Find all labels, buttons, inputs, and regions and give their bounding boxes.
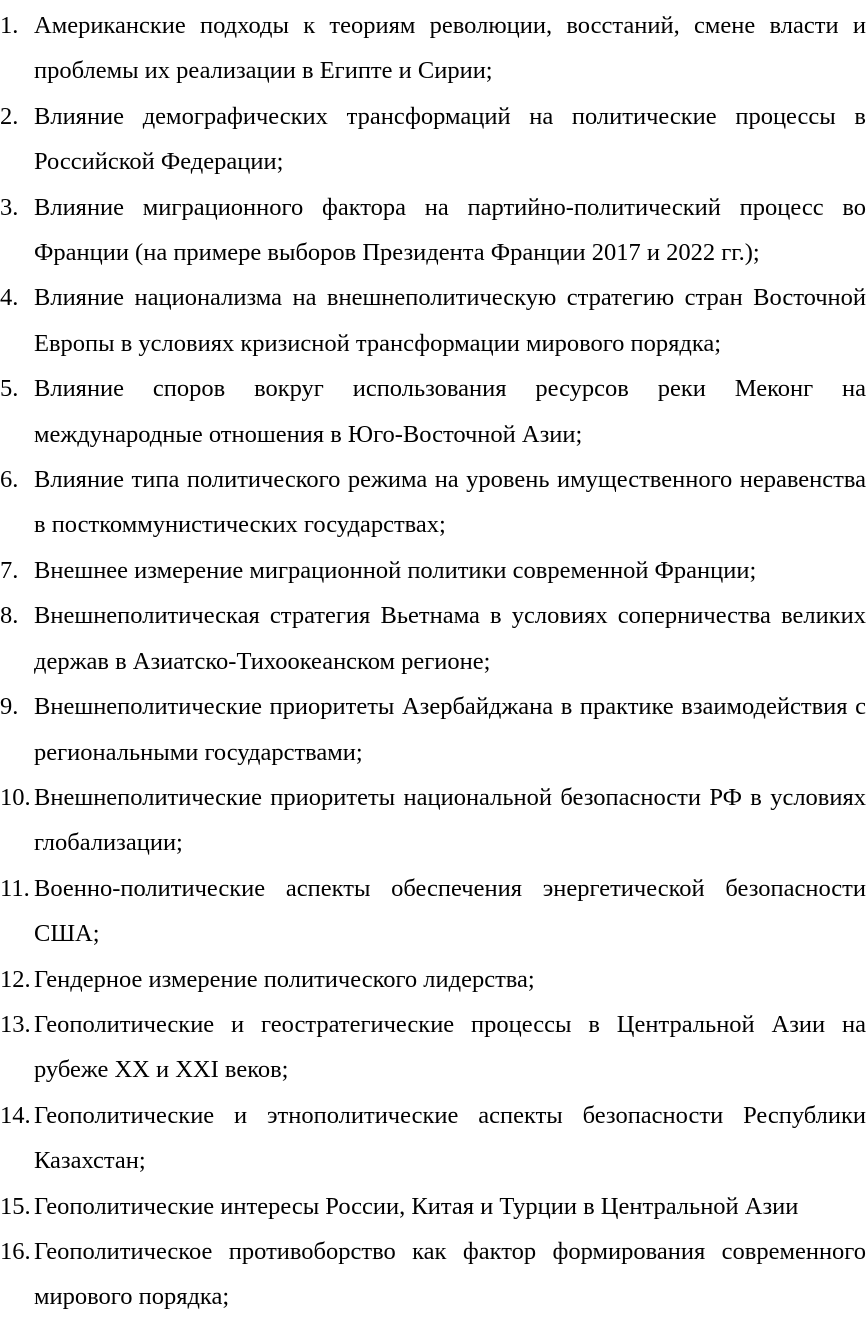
item-text: Военно-политические аспекты обеспечения энергетической безопасности США; <box>34 874 866 948</box>
item-number: 9. <box>0 693 19 721</box>
item-number: 8. <box>0 602 19 630</box>
list-item <box>0 366 866 457</box>
item-number: 2. <box>0 102 19 130</box>
item-number: 11. <box>0 874 30 902</box>
item-number: 6. <box>0 466 19 494</box>
item-text: Влияние миграционного фактора на партийно-политический процесс во Франции (на примере выборов Президента Франции 2017 и 2022 гг.); <box>34 193 866 267</box>
list-item <box>0 957 866 1002</box>
list-item <box>0 1002 866 1093</box>
item-number: 7. <box>0 556 19 584</box>
item-text: Влияние национализма на внешнеполитическую стратегию стран Восточной Европы в условиях кризисной трансформации мирового порядка; <box>34 284 866 357</box>
list-item <box>0 1093 866 1184</box>
item-text: Влияние споров вокруг использования ресурсов реки Меконг на международные отношения в Юго-Восточной Азии; <box>34 375 866 448</box>
item-number: 3. <box>0 193 19 221</box>
item-number: 14. <box>0 1101 31 1129</box>
item-text: Влияние демографических трансформаций на политические процессы в Российской Федерации; <box>34 102 866 176</box>
item-text: Геополитические и этнополитические аспекты безопасности Республики Казахстан; <box>34 1101 866 1175</box>
item-text: Геополитическое противоборство как фактор формирования современного мирового порядка; <box>34 1237 866 1311</box>
list-item <box>0 3 866 94</box>
item-text: Внешнее измерение миграционной политики современной Франции; <box>34 556 757 584</box>
item-number: 10. <box>0 783 31 811</box>
item-number: 1. <box>0 12 19 39</box>
list-item <box>0 275 866 366</box>
item-number: 15. <box>0 1192 31 1220</box>
list-item <box>0 775 866 866</box>
list-item <box>0 1184 866 1229</box>
list-item <box>0 866 866 957</box>
item-number: 12. <box>0 965 31 993</box>
list-item <box>0 457 866 548</box>
list-item <box>0 185 866 276</box>
item-text: Внешнеполитическая стратегия Вьетнама в условиях соперничества великих держав в Азиатско-Тихоокеанском регионе; <box>34 602 866 675</box>
list-item <box>0 1229 866 1320</box>
item-text: Влияние типа политического режима на уровень имущественного неравенства в посткоммунистических государствах; <box>34 466 866 539</box>
list-item <box>0 548 866 593</box>
item-text: Внешнеполитические приоритеты Азербайджана в практике взаимодействия с региональными государствами; <box>34 693 866 766</box>
list-item <box>0 684 866 775</box>
item-number: 4. <box>0 284 19 312</box>
item-number: 5. <box>0 375 19 403</box>
list-item <box>0 593 866 684</box>
item-text: Внешнеполитические приоритеты национальной безопасности РФ в условиях глобализации; <box>34 783 866 857</box>
topic-list <box>0 3 866 1320</box>
item-text: Американские подходы к теориям революции, восстаний, смене власти и проблемы их реализации в Египте и Сирии; <box>34 12 866 85</box>
item-text: Геополитические и геостратегические процессы в Центральной Азии на рубеже XX и XXI веков; <box>34 1010 866 1084</box>
item-text: Геополитические интересы России, Китая и Турции в Центральной Азии <box>34 1192 799 1220</box>
item-number: 16. <box>0 1237 31 1265</box>
item-text: Гендерное измерение политического лидерства; <box>34 965 535 993</box>
list-item <box>0 94 866 185</box>
item-number: 13. <box>0 1010 31 1038</box>
